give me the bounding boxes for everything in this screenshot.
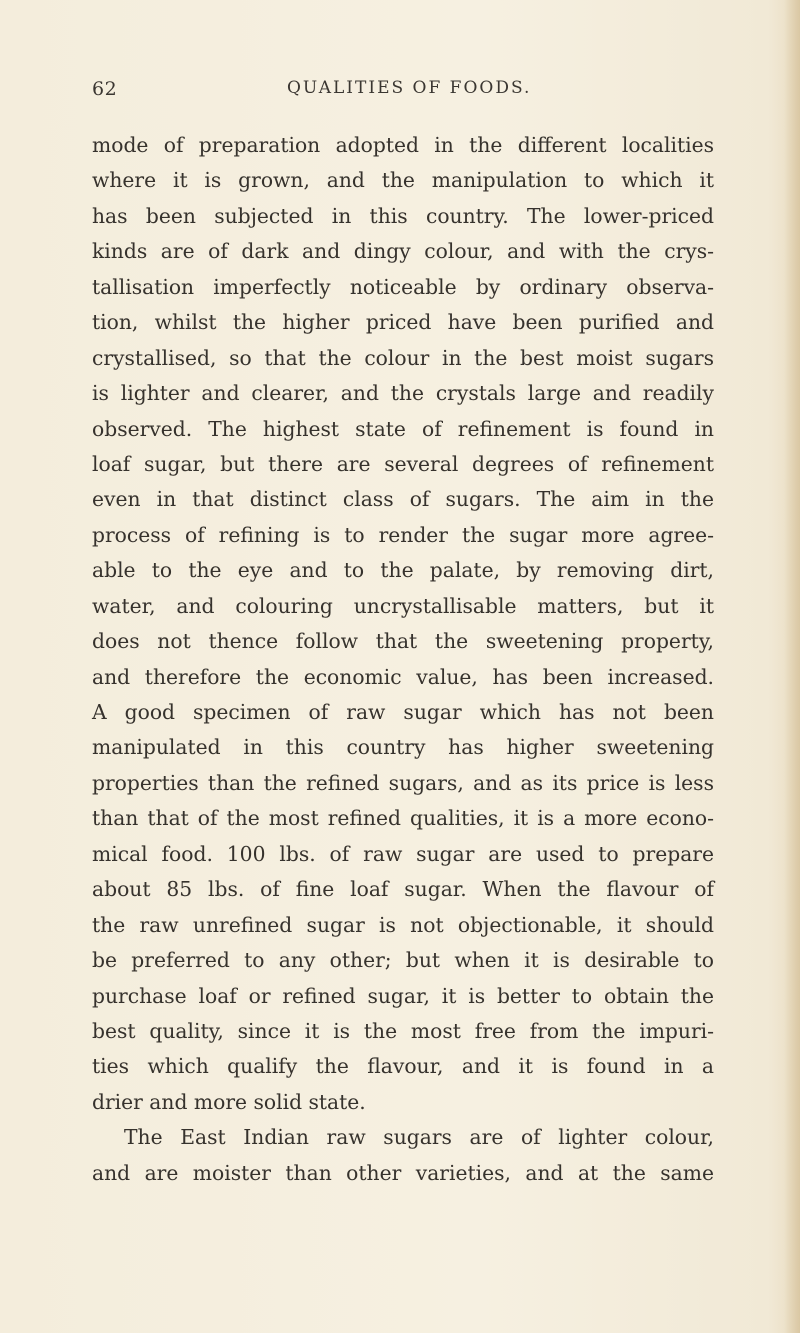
text-line: kinds are of dark and dingy colour, and with the crys- xyxy=(92,239,714,264)
text-line: water, and colouring uncrystallisable matters, but it xyxy=(92,593,714,618)
text-line: able to the eye and to the palate, by removing dirt, xyxy=(92,558,714,583)
text-line: even in that distinct class of sugars. The aim in the xyxy=(92,487,714,512)
text-line: about 85 lbs. of fine loaf sugar. When the flavour of xyxy=(92,877,714,902)
text-line: is lighter and clearer, and the crystals large and readily xyxy=(92,381,714,406)
text-line: process of refining is to render the sugar more agree- xyxy=(92,522,714,547)
text-line: A good specimen of raw sugar which has not been xyxy=(92,700,714,724)
text-line: where it is grown, and the manipulation to which it xyxy=(92,168,714,193)
paragraph-start-line: The East Indian raw sugars are of lighter colour, xyxy=(124,1125,714,1150)
body-text xyxy=(92,128,714,1191)
text-line: observed. The highest state of refinement is found in xyxy=(92,416,714,441)
text-line: the raw unrefined sugar is not objectionable, it should xyxy=(92,912,714,937)
text-line: be preferred to any other; but when it is desirable to xyxy=(92,948,714,973)
page-edge-shadow xyxy=(784,0,800,1333)
text-line: purchase loaf or refined sugar, it is better to obtain the xyxy=(92,983,714,1008)
running-title: QUALITIES OF FOODS. xyxy=(287,78,532,98)
text-line: than that of the most refined qualities, it is a more econo- xyxy=(92,806,714,831)
text-line: manipulated in this country has higher sweetening xyxy=(92,735,714,760)
page-header xyxy=(92,78,692,108)
text-line: mode of preparation adopted in the different localities xyxy=(92,133,714,157)
page-number: 62 xyxy=(92,78,118,100)
text-line: tion, whilst the higher priced have been purified and xyxy=(92,310,714,335)
text-line: and therefore the economic value, has been increased. xyxy=(92,664,714,689)
text-line: and are moister than other varieties, and at the same xyxy=(92,1160,714,1185)
text-line: ties which qualify the flavour, and it is found in a xyxy=(92,1054,714,1079)
text-line: has been subjected in this country. The lower-priced xyxy=(92,203,714,228)
text-line: properties than the refined sugars, and as its price is less xyxy=(92,770,714,795)
text-line: best quality, since it is the most free from the impuri- xyxy=(92,1018,714,1043)
text-line: does not thence follow that the sweetening property, xyxy=(92,629,714,654)
paragraph-end-line: drier and more solid state. xyxy=(92,1089,366,1114)
text-line: mical food. 100 lbs. of raw sugar are used to prepare xyxy=(92,841,714,866)
text-line: loaf sugar, but there are several degrees of refinement xyxy=(92,451,714,476)
text-line: tallisation imperfectly noticeable by ordinary observa- xyxy=(92,274,714,299)
text-line: crystallised, so that the colour in the best moist sugars xyxy=(92,345,714,370)
